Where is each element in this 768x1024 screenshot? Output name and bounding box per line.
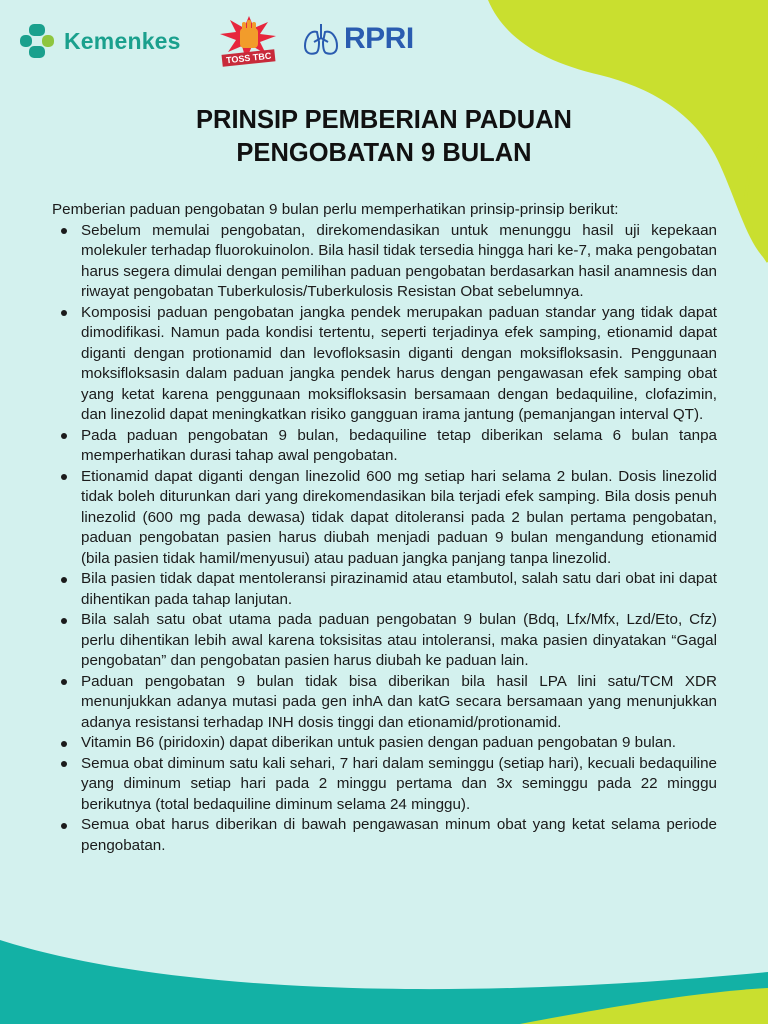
list-item: Vitamin B6 (piridoxin) dapat diberikan untuk pasien dengan paduan pengobatan 9 bulan. [52,733,717,754]
page-title-line-1: PRINSIP PEMBERIAN PADUAN [196,106,572,134]
list-item: Semua obat harus diberikan di bawah pengawasan minum obat yang ketat selama periode pengobatan. [52,815,717,856]
page-title [0,104,768,170]
page-title-line-2: PENGOBATAN 9 BULAN [236,139,532,167]
list-item: Etionamid dapat diganti dengan linezolid 600 mg setiap hari selama 2 bulan. Dosis linezolid tidak boleh diturunkan dari yang direkomendasikan bila terjadi efek samping. Bila dosis penuh linezolid (600 mg pada dewasa) tidak dapat ditoleransi pada 2 bulan pertama pengobatan, paduan pengobatan pasien harus diubah menjadi paduan 9 bulan mengandung etionamid (bila pasien tidak hamil/menyusui) atau paduan jangka panjang tanpa linezolid. [52,467,717,570]
list-item: Paduan pengobatan 9 bulan tidak bisa diberikan bila hasil LPA lini satu/TCM XDR menunjukkan adanya mutasi pada gen inhA dan katG secara bersamaan yang menunjukkan adanya resistansi terhadap INH dosis tinggi dan etionamid/protionamid. [52,672,717,734]
header-logos [16,14,436,74]
principles-list [52,221,717,857]
list-item: Bila pasien tidak dapat mentoleransi pirazinamid atau etambutol, salah satu dari obat ini dapat dihentikan pada tahap lanjutan. [52,569,717,610]
toss-tbc-logo [216,14,282,70]
kemenkes-logo-text: Kemenkes [64,27,181,54]
lungs-icon [302,20,340,58]
intro-paragraph: Pemberian paduan pengobatan 9 bulan perlu memperhatikan prinsip-prinsip berikut: [52,201,619,218]
rpri-logo-text: RPRI [344,22,414,55]
list-item: Komposisi paduan pengobatan jangka pendek merupakan paduan standar yang tidak dapat dimodifikasi. Namun pada kondisi tertentu, seperti terjadinya efek samping, etionamid dapat diganti dengan protionamid dan levofloksasin diganti dengan moksifloksasin. Penggunaan moksifloksasin dalam paduan jangka pendek harus dengan pengawasan efek samping obat yang ketat karena penggunaan moksifloksasin bersamaan dengan bedaquiline, clofazimin, dan linezolid dapat meningkatkan risiko gangguan irama jantung (pemanjangan interval QT). [52,303,717,426]
list-item: Bila salah satu obat utama pada paduan pengobatan 9 bulan (Bdq, Lfx/Mfx, Lzd/Eto, Cfz) perlu dihentikan lebih awal karena toksisitas atau intoleransi, maka pasien dinyatakan “Gagal pengobatan” dan pengobatan pasien harus diubah ke paduan lain. [52,610,717,672]
rpri-logo [302,20,414,58]
principles-content [52,200,717,856]
list-item: Pada paduan pengobatan 9 bulan, bedaquiline tetap diberikan selama 6 bulan tanpa memperhatikan durasi tahap awal pengobatan. [52,426,717,467]
list-item: Semua obat diminum satu kali sehari, 7 hari dalam seminggu (setiap hari), kecuali bedaquiline yang diminum setiap hari pada 2 minggu pertama dan 3x seminggu pada 22 minggu berikutnya (total bedaquiline diminum selama 24 minggu). [52,754,717,816]
list-item: Sebelum memulai pengobatan, direkomendasikan untuk menunggu hasil uji kepekaan molekuler terhadap fluorokuinolon. Bila hasil tidak tersedia hingga hari ke-7, maka pengobatan harus segera dimulai dengan pemilihan paduan pengobatan berdasarkan hasil anamnesis dan riwayat pengobatan Tuberkulosis/Tuberkulosis Resistan Obat sebelumnya. [52,221,717,303]
kemenkes-flower-icon [18,22,56,60]
kemenkes-logo [18,22,181,60]
toss-tbc-logo-text: TOSS TBC [222,49,276,67]
